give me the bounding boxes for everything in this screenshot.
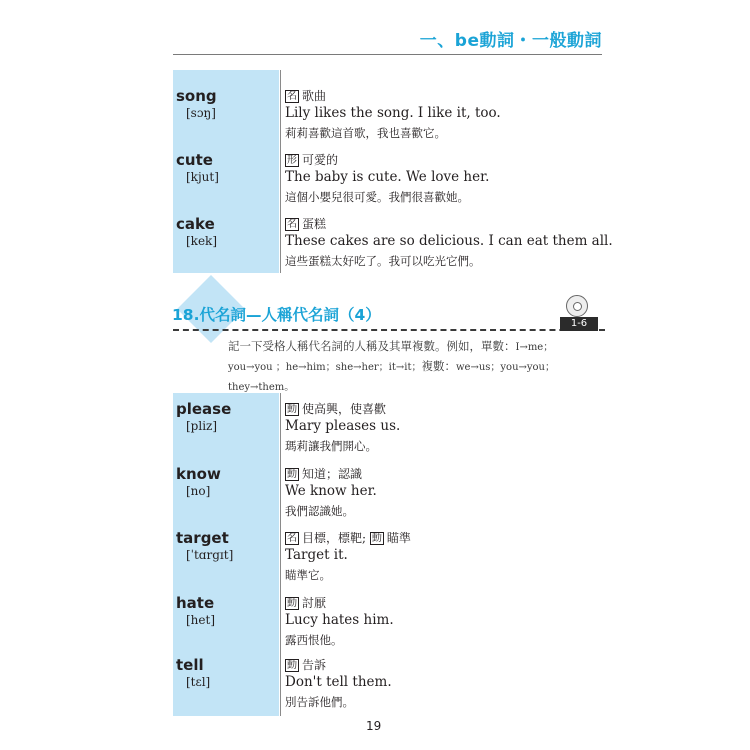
cd-audio-icon [566,295,588,317]
section-title: 18.代名詞—人稱代名詞（4） [172,306,381,324]
example-sentence-zh: 露西恨他。 [285,633,343,647]
vocab-definition [285,529,411,546]
example-sentence-en: Lucy hates him. [285,612,394,628]
vocab-phonetic: [het] [186,613,216,627]
vocab-phonetic: [ˈtɑrgɪt] [186,548,234,562]
section-intro-text [228,337,604,397]
part-of-speech-tag: 動 [371,533,382,544]
part-of-speech-tag: 形 [287,155,297,166]
intro-text: they→them。 [228,382,295,393]
example-sentence-zh: 這些蛋糕太好吃了。我可以吃光它們。 [285,254,481,268]
intro-text: I→me； [515,342,554,353]
vocab-block-top [173,70,613,273]
intro-text: we→us；you→you； [455,362,555,373]
part-of-speech-tag: 動 [287,598,297,609]
vocab-block-bottom [173,393,603,716]
audio-track-badge: 1-6 [560,317,598,331]
example-sentence-zh: 這個小嬰兒很可愛。我們很喜歡她。 [285,190,469,204]
header-rule [173,54,602,55]
example-sentence-en: Lily likes the song. I like it, too. [285,105,501,121]
vocab-phonetic: [pliz] [186,419,218,433]
part-of-speech-tag: 動 [287,404,297,415]
vocab-meaning: 討厭 [302,596,327,610]
example-sentence-en: Target it. [285,547,348,563]
vocab-word: song [176,87,217,105]
vocab-word: cute [176,151,213,169]
part-of-speech-tag: 名 [287,219,297,230]
vocab-word: please [176,400,232,418]
vocab-meaning: 知道；認識 [302,467,363,481]
column-divider [280,70,281,273]
vocab-definition [285,215,326,232]
vocab-phonetic: [tɛl] [186,675,211,689]
example-sentence-en: Mary pleases us. [285,418,401,434]
intro-line-1 [228,337,604,357]
example-sentence-en: We know her. [285,483,377,499]
chapter-title: 一、be動詞・一般動詞 [419,31,602,51]
vocab-word: know [176,465,221,483]
example-sentence-zh: 瑪莉讓我們開心。 [285,439,377,453]
vocab-meaning: 歌曲 [302,89,327,103]
vocab-meaning: 使高興，使喜歡 [302,402,387,416]
column-divider [280,393,281,716]
vocab-phonetic: [sɔŋ] [186,106,216,120]
vocab-word: tell [176,656,204,674]
vocab-phonetic: [kek] [186,234,218,248]
example-sentence-en: These cakes are so delicious. I can eat them all. [285,233,613,249]
vocab-definition [285,465,362,482]
example-sentence-zh: 別告訴他們。 [285,695,354,709]
vocab-meaning: 可愛的 [302,153,339,167]
vocab-meaning: 蛋糕 [302,217,327,231]
vocab-word: target [176,529,229,547]
vocab-definition [285,594,326,611]
vocab-definition [285,151,338,168]
intro-text: 記一下受格人稱代名詞的人稱及其單複數。例如，單數： [228,339,516,353]
intro-line-2 [228,357,604,377]
vocab-definition [285,656,326,673]
section-dashed-rule [173,329,605,331]
page-number: 19 [366,719,382,733]
vocab-phonetic: [kjut] [186,170,219,184]
vocab-meaning: 瞄準 [386,531,411,545]
vocab-meaning: 告訴 [302,658,327,672]
part-of-speech-tag: 動 [287,469,297,480]
part-of-speech-tag: 動 [287,660,297,671]
vocab-word: hate [176,594,215,612]
part-of-speech-tag: 名 [287,533,297,544]
example-sentence-zh: 我們認識她。 [285,504,354,518]
vocab-meaning: 目標，標靶; [302,531,367,545]
intro-text: 複數： [421,359,456,373]
example-sentence-zh: 瞄準它。 [285,568,331,582]
intro-text: you→you ；he→him；she→her；it→it； [228,362,422,373]
part-of-speech-tag: 名 [287,91,297,102]
vocab-word: cake [176,215,215,233]
example-sentence-en: Don't tell them. [285,674,392,690]
vocab-phonetic: [no] [186,484,211,498]
example-sentence-zh: 莉莉喜歡這首歌，我也喜歡它。 [285,126,446,140]
vocab-definition [285,400,386,417]
vocab-definition [285,87,326,104]
example-sentence-en: The baby is cute. We love her. [285,169,490,185]
